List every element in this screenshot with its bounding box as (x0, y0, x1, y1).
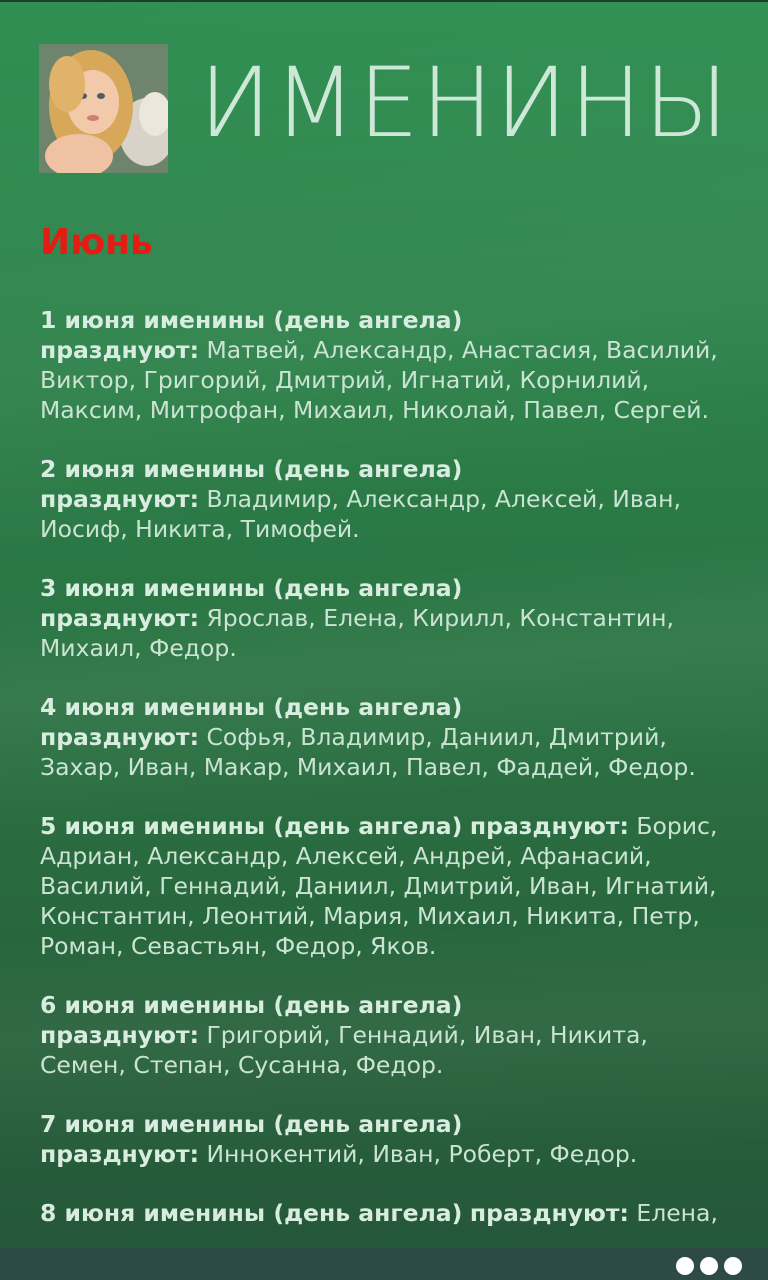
list-item (40, 1109, 740, 1169)
entry-date-label: 5 июня именины (день ангела) (40, 812, 463, 840)
app-header (39, 44, 768, 174)
app-bar (0, 1248, 768, 1280)
entry-names: Борис, Адриан, Александр, Алексей, Андрей, Афанасий, Василий, Геннадий, Даниил, Дмитрий, Иван, Игнатий, Константин, Леонтий, Мария, Михаил, Никита, Петр, Роман, Севастьян, Федор, Яков. (40, 812, 718, 960)
list-item (40, 692, 740, 782)
entry-names: Софья, Владимир, Даниил, Дмитрий, Захар, Иван, Макар, Михаил, Павел, Фаддей, Федор. (40, 723, 696, 781)
entry-celebrate-label: празднуют: (469, 1199, 629, 1227)
entry-date-label: 3 июня именины (день ангела) (40, 574, 463, 602)
list-item (40, 305, 740, 425)
entry-date-label: 1 июня именины (день ангела) (40, 306, 463, 334)
list-item (40, 573, 740, 663)
entry-names: Матвей, Александр, Анастасия, Василий, Виктор, Григорий, Дмитрий, Игнатий, Корнилий, Максим, Митрофан, Михаил, Николай, Павел, Сергей. (40, 336, 718, 424)
entry-names: Владимир, Александр, Алексей, Иван, Иосиф, Никита, Тимофей. (40, 485, 681, 543)
ellipsis-icon[interactable] (676, 1257, 742, 1275)
entry-names: Елена, (636, 1199, 718, 1227)
entry-celebrate-label: празднуют: (469, 812, 629, 840)
month-title: Июнь (40, 222, 153, 263)
entry-celebrate-label: празднуют: (40, 1140, 199, 1168)
list-item (40, 1198, 740, 1228)
entry-names: Григорий, Геннадий, Иван, Никита, Семен, Степан, Сусанна, Федор. (40, 1021, 648, 1079)
entry-date-label: 2 июня именины (день ангела) (40, 455, 463, 483)
entry-celebrate-label: празднуют: (40, 723, 199, 751)
entry-date-label: 8 июня именины (день ангела) (40, 1199, 463, 1227)
entry-date-label: 4 июня именины (день ангела) (40, 693, 463, 721)
entry-celebrate-label: празднуют: (40, 485, 199, 513)
entry-names: Ярослав, Елена, Кирилл, Константин, Михаил, Федор. (40, 604, 674, 662)
entry-date-label: 7 июня именины (день ангела) (40, 1110, 463, 1138)
list-item (40, 990, 740, 1080)
dot (676, 1257, 694, 1275)
list-item (40, 811, 740, 961)
entry-names: Иннокентий, Иван, Роберт, Федор. (206, 1140, 638, 1168)
entry-celebrate-label: празднуют: (40, 604, 199, 632)
dot (724, 1257, 742, 1275)
nameday-list (40, 305, 740, 1257)
app-title: ИМЕНИНЫ (199, 47, 731, 159)
entry-celebrate-label: празднуют: (40, 336, 199, 364)
list-item (40, 454, 740, 544)
entry-celebrate-label: празднуют: (40, 1021, 199, 1049)
dot (700, 1257, 718, 1275)
top-edge (0, 0, 768, 2)
angel-avatar-image (39, 44, 168, 173)
entry-date-label: 6 июня именины (день ангела) (40, 991, 463, 1019)
